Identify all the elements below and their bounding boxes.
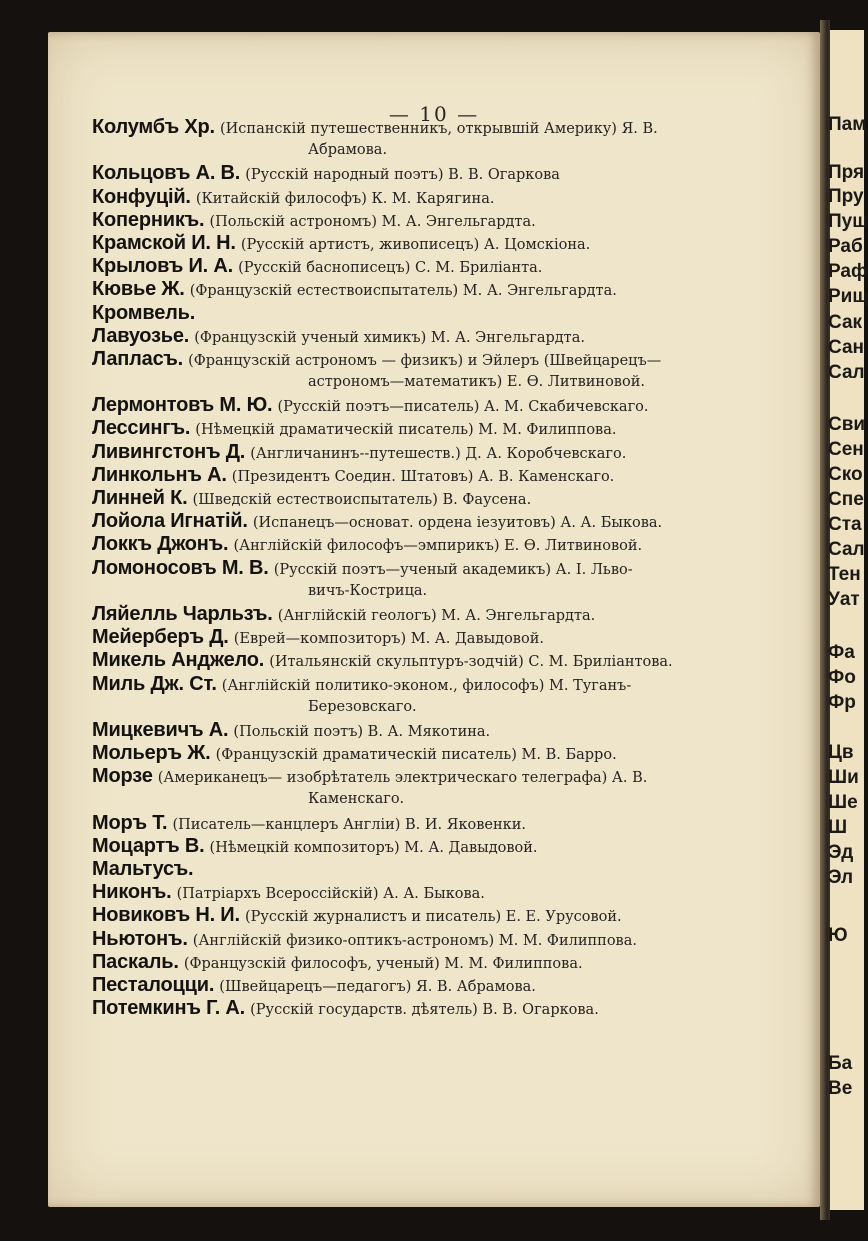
list-item — [92, 835, 812, 858]
entry-line — [92, 441, 812, 464]
entry-line — [92, 881, 812, 904]
entry-line — [92, 951, 812, 974]
entry-line — [92, 928, 812, 951]
entry-continuation: Абрамова. — [308, 142, 388, 159]
entry-description: (Писатель—канцлеръ Англіи) В. И. Яковенки. — [172, 816, 527, 833]
adjacent-fragment: Ше — [828, 792, 858, 813]
entry-description: (Русскій государств. дѣятель) В. В. Огаркова. — [250, 1002, 599, 1019]
adjacent-fragment: Пам — [828, 114, 867, 135]
entry-name: Никонъ. — [92, 881, 172, 904]
entry-description: (Испанецъ—основат. ордена іезуитовъ) А. А. Быкова. — [252, 515, 663, 532]
adjacent-fragment: Пуш — [828, 211, 868, 232]
list-item — [92, 765, 812, 811]
list-item — [92, 533, 812, 556]
entry-name: Ляйелль Чарльзъ. — [92, 602, 273, 625]
entry-name: Мольеръ Ж. — [92, 742, 211, 765]
list-item — [92, 951, 812, 974]
entry-line — [92, 974, 812, 997]
list-item — [92, 510, 812, 533]
entry-line — [92, 464, 812, 487]
entry-line — [92, 487, 812, 510]
entry-name: Лойола Игнатій. — [92, 510, 248, 533]
adjacent-fragment: Сви — [828, 414, 866, 435]
entry-continuation: Березовскаго. — [308, 698, 417, 715]
entry-description: (Англійскій философъ—эмпирикъ) Е. Ѳ. Литвиновой. — [233, 538, 643, 555]
entry-name: Колумбъ Хр. — [92, 116, 215, 138]
entry-line — [92, 510, 812, 533]
list-item — [92, 812, 812, 835]
adjacent-fragment: Сал — [828, 362, 865, 383]
entry-line — [92, 765, 812, 788]
entry-description: (Польскій поэтъ) В. А. Мякотина. — [233, 723, 491, 740]
entry-name: Мальтусъ. — [92, 858, 194, 880]
entry-name: Лермонтовъ М. Ю. — [92, 394, 273, 417]
adjacent-fragment: Ба — [828, 1053, 853, 1074]
list-item — [92, 487, 812, 510]
page-number: — 10 — — [388, 102, 480, 126]
entry-name: Паскаль. — [92, 950, 179, 973]
list-item — [92, 255, 812, 278]
entry-name: Потемкинъ Г. А. — [92, 997, 246, 1020]
entry-description: (Американецъ— изобрѣтатель электрическаго телеграфа) А. В. — [157, 770, 648, 787]
entry-name: Лессингъ. — [92, 417, 191, 440]
entry-line — [92, 533, 812, 556]
entry-description: (Русскій народный поэтъ) В. В. Огаркова — [245, 167, 560, 184]
list-item — [92, 394, 812, 417]
entry-name: Кювье Ж. — [92, 278, 185, 301]
entry-description: (Французскій астрономъ — физикъ) и Эйлеръ (Швейцарецъ— — [188, 352, 662, 369]
adjacent-fragment: Эл — [828, 867, 854, 888]
list-item — [92, 186, 812, 209]
entry-line — [92, 603, 812, 626]
adjacent-fragment: Сен — [828, 439, 864, 460]
entry-continuation: Каменскаго. — [308, 791, 405, 808]
entry-description: (Швейцарецъ—педагогъ) Я. В. Абрамова. — [219, 978, 536, 995]
entry-name: Моцартъ В. — [92, 834, 205, 857]
entry-description: (Испанскій путешественникъ, открывшій Америку) Я. В. — [220, 121, 658, 137]
entry-line — [92, 348, 812, 371]
adjacent-fragment: Эд — [828, 842, 854, 863]
entry-name: Морзе — [92, 765, 153, 788]
adjacent-fragment: Раб — [828, 236, 863, 257]
entry-line — [92, 255, 812, 278]
adjacent-fragment: Цв — [828, 742, 854, 763]
entry-line — [92, 116, 812, 139]
list-item — [92, 626, 812, 649]
entry-line — [92, 278, 812, 301]
list-item — [92, 649, 812, 672]
adjacent-fragment: Раф — [828, 261, 868, 282]
entry-description: (Англійскій физико-оптикъ-астрономъ) М. М. Филиппова. — [192, 932, 637, 949]
entry-line — [92, 858, 812, 881]
list-item — [92, 417, 812, 440]
adjacent-fragment: Пря — [828, 162, 865, 183]
list-item — [92, 348, 812, 394]
entry-description: (Нѣмецкій композиторъ) М. А. Давыдовой. — [209, 839, 538, 856]
entry-name: Ломоносовъ М. В. — [92, 556, 269, 579]
adjacent-fragment: Ста — [828, 514, 862, 535]
entry-name: Линней К. — [92, 487, 188, 509]
list-item — [92, 557, 812, 603]
entry-line — [92, 649, 812, 672]
entry-description: (Русскій журналистъ и писатель) Е. Е. Урусовой. — [244, 909, 622, 926]
entry-line — [92, 904, 812, 927]
entry-name: Локкъ Джонъ. — [92, 533, 229, 556]
entry-name: Крыловъ И. А. — [92, 255, 233, 278]
entry-name: Коперникъ. — [92, 208, 205, 231]
adjacent-fragment: Фр — [828, 692, 856, 713]
adjacent-fragment: Рищ — [828, 286, 868, 307]
adjacent-fragment: Тен — [828, 564, 861, 585]
entry-description: (Французскій ученый химикъ) М. А. Энгельгардта. — [194, 329, 585, 346]
entry-line — [92, 835, 812, 858]
adjacent-fragment: Ши — [828, 767, 859, 788]
adjacent-fragment: Спе — [828, 489, 864, 510]
list-item — [92, 302, 812, 325]
entry-line — [92, 742, 812, 765]
entry-description: (Англичанинъ--путешеств.) Д. А. Коробчевскаго. — [250, 445, 627, 462]
entry-line — [92, 812, 812, 835]
list-item — [92, 974, 812, 997]
entry-line — [92, 557, 812, 580]
entry-description: (Президентъ Соедин. Штатовъ) А. В. Каменскаго. — [231, 468, 615, 485]
entry-line — [92, 232, 812, 255]
entry-description: (Патріархъ Всероссійскій) А. А. Быкова. — [176, 886, 485, 903]
adjacent-fragment: Фа — [828, 642, 855, 663]
list-item — [92, 278, 812, 301]
adjacent-fragment: Ско — [828, 464, 863, 485]
entry-name: Линкольнъ А. — [92, 463, 227, 486]
list-item — [92, 719, 812, 742]
entry-line — [92, 209, 812, 232]
adjacent-fragment: Фо — [828, 667, 856, 688]
entry-line — [92, 417, 812, 440]
adjacent-page — [828, 30, 868, 1210]
list-item — [92, 209, 812, 232]
adjacent-fragment: Сан — [828, 337, 864, 358]
list-item — [92, 997, 812, 1020]
list-item — [92, 928, 812, 951]
list-item — [92, 325, 812, 348]
biography-list — [92, 116, 812, 1020]
entry-description: (Англійскій геологъ) М. А. Энгельгардта. — [277, 607, 596, 624]
adjacent-fragment: Пру — [828, 186, 864, 207]
entry-line — [92, 394, 812, 417]
entry-line — [92, 325, 812, 348]
entry-name: Песталоцци. — [92, 973, 215, 996]
list-item — [92, 881, 812, 904]
entry-name: Лапласъ. — [92, 347, 183, 370]
adjacent-fragment: Ве — [828, 1078, 853, 1099]
entry-description: (Французскій естествоиспытатель) М. А. Энгельгардта. — [189, 283, 617, 300]
entry-name: Конфуцій. — [92, 185, 191, 208]
entry-name: Крамской И. Н. — [92, 231, 236, 254]
entry-line — [92, 997, 812, 1020]
entry-description: (Русскій артистъ, живописецъ) А. Цомскіона. — [240, 236, 591, 253]
list-item — [92, 162, 812, 185]
entry-name: Мейерберъ Д. — [92, 626, 229, 649]
entry-continuation: астрономъ—математикъ) Е. Ѳ. Литвиновой. — [308, 374, 645, 391]
list-item — [92, 673, 812, 719]
entry-line — [92, 719, 812, 742]
entry-name: Ньютонъ. — [92, 927, 188, 950]
entry-name: Кольцовъ А. В. — [92, 162, 241, 185]
entry-description: (Англійскій политико-эконом., философъ) М. Туганъ- — [221, 677, 632, 694]
entry-description: (Китайскій философъ) К. М. Карягина. — [195, 190, 495, 207]
entry-description: (Французскій философъ, ученый) М. М. Филиппова. — [183, 955, 583, 972]
entry-line — [92, 302, 812, 325]
entry-line — [92, 626, 812, 649]
entry-line — [92, 186, 812, 209]
entry-name: Микель Анджело. — [92, 649, 265, 672]
entry-description: (Итальянскій скульптуръ-зодчій) С. М. Бриліантова. — [269, 654, 673, 671]
entry-name: Ливингстонъ Д. — [92, 440, 246, 463]
adjacent-fragment: Уат — [828, 589, 860, 610]
entry-description: (Нѣмецкій драматическій писатель) М. М. Филиппова. — [195, 422, 617, 439]
entry-name: Моръ Т. — [92, 811, 168, 834]
entry-description: (Русскій поэтъ—писатель) А. М. Скабичевскаго. — [277, 399, 649, 416]
entry-name: Лавуозье. — [92, 324, 190, 347]
entry-description: (Еврей—композиторъ) М. А. Давыдовой. — [233, 631, 544, 648]
list-item — [92, 116, 812, 162]
entry-line — [92, 162, 812, 185]
adjacent-fragment: Ю — [828, 925, 848, 946]
entry-description: (Французскій драматическій писатель) М. В. Барро. — [215, 747, 617, 764]
adjacent-fragment: Сак — [828, 312, 863, 333]
entry-line — [92, 673, 812, 696]
entry-description: (Польскій астрономъ) М. А. Энгельгардта. — [209, 213, 536, 230]
entry-name: Мицкевичъ А. — [92, 718, 229, 741]
entry-name: Новиковъ Н. И. — [92, 904, 240, 927]
list-item — [92, 464, 812, 487]
entry-description: (Русскій баснописецъ) С. М. Бриліанта. — [238, 260, 543, 277]
entry-name: Миль Дж. Ст. — [92, 672, 217, 695]
list-item — [92, 232, 812, 255]
list-item — [92, 603, 812, 626]
adjacent-fragment: Ш — [828, 817, 848, 838]
entry-name: Кромвель. — [92, 301, 196, 324]
entry-description: (Шведскій естествоиспытатель) В. Фаусена. — [192, 492, 532, 508]
list-item — [92, 742, 812, 765]
adjacent-fragment: Сал — [828, 539, 865, 560]
entry-continuation: вичъ-Кострица. — [308, 582, 428, 599]
list-item — [92, 904, 812, 927]
entry-description: (Русскій поэтъ—ученый академикъ) А. І. Льво- — [273, 561, 633, 578]
list-item — [92, 441, 812, 464]
list-item — [92, 858, 812, 881]
